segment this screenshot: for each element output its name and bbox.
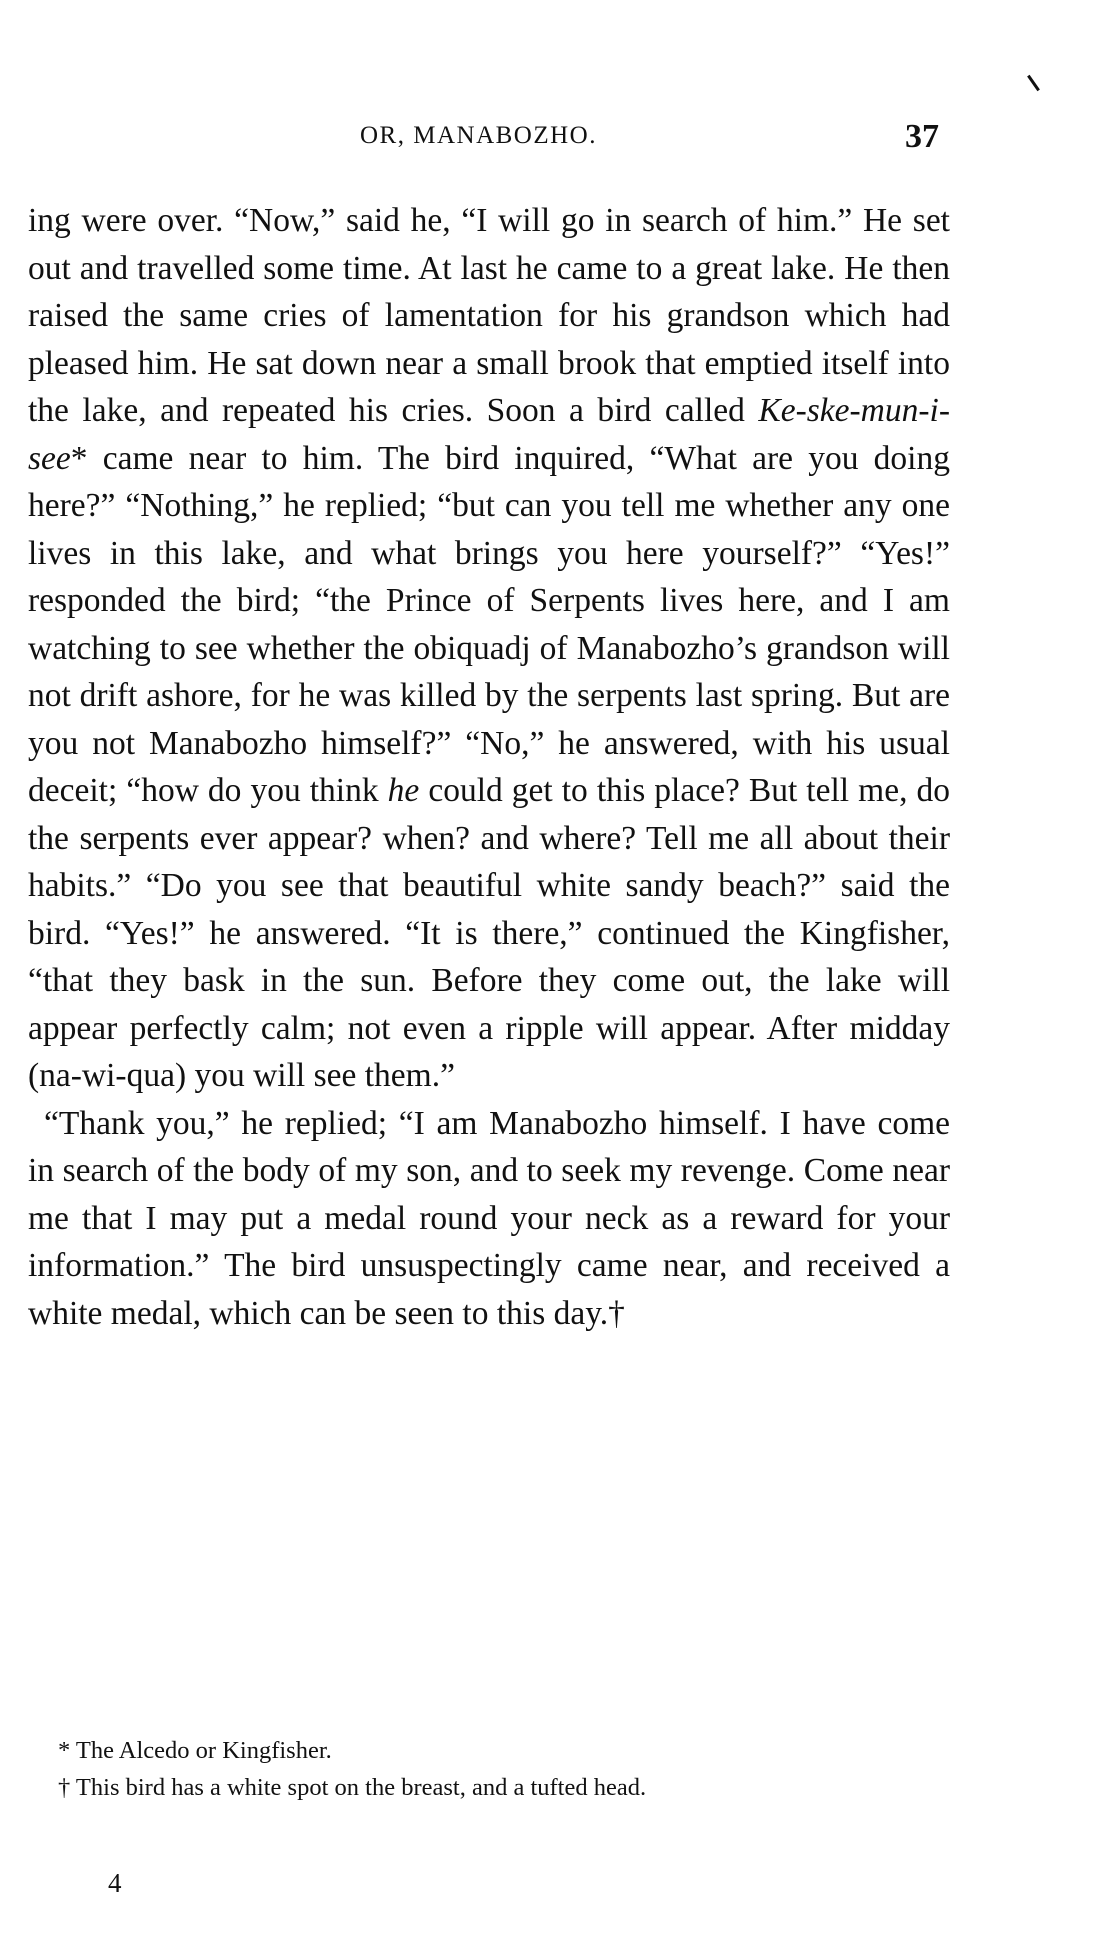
- paragraph-2: [28, 1100, 950, 1338]
- text-segment: * came near to him. The bird inquired, “What are you doing here?” “Nothing,” he replied; “but can you tell me whether any one lives in this lake, and what brings you here yourself?” “Yes!” responded the bird; “the Prince of Serpents lives here, and I am watching to see whether the obiquadj of Manabozho’s grandson will not drift ashore, for he was killed by the serpents last spring. But are you not Manabozho himself?” “No,” he answered, with his usual deceit; “how do you think: [28, 439, 950, 809]
- running-title: OR, MANABOZHO.: [360, 122, 597, 149]
- running-head: [0, 118, 1096, 162]
- signature-mark: 4: [108, 1868, 122, 1898]
- text-segment: could get to this place? But tell me, do the serpents ever appear? when? and where? Tell me all about their habits.” “Do you see that beautiful white sandy beach?” said the bird. “Yes!” he answered. “It is there,” continued the Kingfisher, “that they bask in the sun. Before they come out, the lake will appear perfectly calm; not even a ripple will appear. After midday (na-wi-qua) you will see them.”: [28, 772, 950, 1094]
- paragraph-1: [28, 197, 950, 1100]
- bird-name-italic: Ke-ske-mun-i-see: [28, 392, 950, 477]
- margin-tick-mark: [1027, 75, 1040, 91]
- footnotes: [26, 1732, 946, 1806]
- text-segment: ing were over. “Now,” said he, “I will go in search of him.” He set out and travelled some time. At last he came to a great lake. He then raised the same cries of lamentation for his grandson which had pleased him. He sat down near a small brook that emptied itself into the lake, and repeated his cries. Soon a bird called: [28, 202, 950, 429]
- footnote-2: † This bird has a white spot on the breast, and a tufted head.: [58, 1774, 647, 1801]
- body-text: [28, 197, 950, 1337]
- page-number: 37: [905, 118, 939, 155]
- emphasis-italic: he: [387, 772, 420, 809]
- text-segment: “Thank you,” he replied; “I am Manabozho himself. I have come in search of the body of my son, and to seek my revenge. Come near me that I may put a medal round your neck as a reward for your information.” The bird unsuspectingly came near, and received a white medal, which can be seen to this day.†: [28, 1104, 950, 1332]
- footnote-1: * The Alcedo or Kingfisher.: [58, 1737, 332, 1764]
